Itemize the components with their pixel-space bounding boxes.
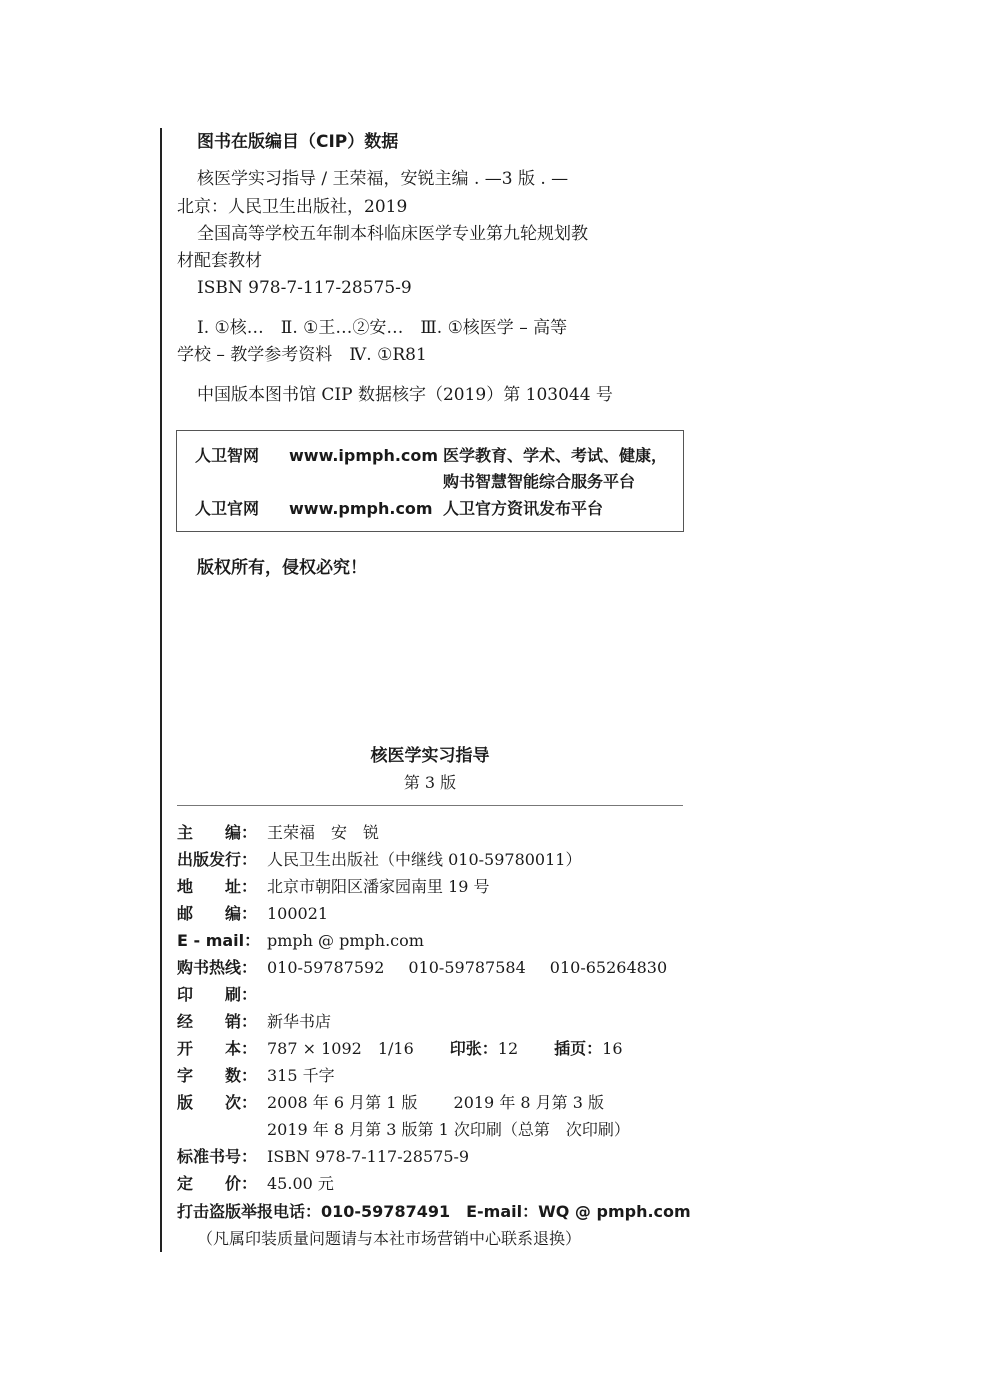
format-label: 开 本： (177, 1039, 258, 1058)
row-format (177, 1038, 623, 1060)
row-price (177, 1173, 334, 1195)
cip-line-2: 北京：人民卫生出版社，2019 (177, 197, 408, 217)
cip-classification-2: 学校 – 教学参考资料 Ⅳ. ①R81 (177, 345, 427, 365)
site-desc-1a: 医学教育、学术、考试、健康， (443, 446, 668, 465)
row-postcode (177, 903, 328, 925)
hotline-label: 购书热线： (177, 958, 258, 977)
vertical-rule (160, 128, 162, 1252)
row-distributor (177, 1011, 331, 1033)
cip-classification-1: Ⅰ. ①核… Ⅱ. ①王…②安… Ⅲ. ①核医学 – 高等 (197, 318, 568, 338)
site-desc-1b: 购书智慧智能综合服务平台 (443, 472, 636, 491)
editor-label: 主 编： (177, 823, 258, 842)
words-value: 315 千字 (267, 1066, 335, 1085)
cip-line-3: 全国高等学校五年制本科临床医学专业第九轮规划教 (197, 224, 588, 244)
publisher-value: 人民卫生出版社（中继线 010-59780011） (267, 850, 582, 869)
postcode-value: 100021 (267, 904, 329, 923)
site-name-2: 人卫官网 (195, 499, 260, 518)
price-label: 定 价： (177, 1174, 258, 1193)
isbn-value: ISBN 978-7-117-28575-9 (267, 1147, 470, 1166)
postcode-label: 邮 编： (177, 904, 258, 923)
hotline-3: 010-65264830 (549, 958, 668, 977)
isbn-label: 标准书号： (177, 1147, 258, 1166)
hotline-1: 010-59787592 (267, 958, 385, 977)
site-url-2: www.pmph.com (289, 499, 433, 518)
price-value: 45.00 元 (267, 1174, 334, 1193)
edition-first: 2008 年 6 月第 1 版 (267, 1093, 418, 1112)
publisher-label: 出版发行： (177, 850, 258, 869)
cip-line-1: 核医学实习指导 / 王荣福，安锐主编 . —3 版 . — (197, 169, 569, 189)
cip-record-number: 中国版本图书馆 CIP 数据核字（2019）第 103044 号 (197, 385, 613, 405)
anti-piracy-line: 打击盗版举报电话：010-59787491 E-mail：WQ @ pmph.com (177, 1202, 691, 1221)
book-title: 核医学实习指导 (370, 746, 490, 766)
row-printer (177, 984, 267, 1006)
book-edition: 第 3 版 (403, 773, 457, 792)
address-label: 地 址： (177, 877, 258, 896)
cip-line-4: 材配套教材 (177, 251, 262, 271)
row-email (177, 930, 424, 952)
site-url-1: www.ipmph.com (289, 446, 439, 465)
address-value: 北京市朝阳区潘家园南里 19 号 (267, 877, 490, 896)
edition-label: 版 次： (177, 1093, 258, 1112)
words-label: 字 数： (177, 1066, 258, 1085)
copyright-notice: 版权所有，侵权必究！ (197, 558, 367, 578)
row-address (177, 876, 490, 898)
row-editor (177, 822, 379, 844)
dist-label: 经 销： (177, 1012, 258, 1031)
return-note: （凡属印装质量问题请与本社市场营销中心联系退换） (197, 1229, 582, 1248)
editor-value: 王荣福 安 锐 (267, 823, 380, 842)
plates-label: 插页： (554, 1039, 603, 1058)
email-value: pmph @ pmph.com (267, 931, 424, 950)
edition-third: 2019 年 8 月第 3 版 (453, 1093, 605, 1112)
cip-heading: 图书在版编目（CIP）数据 (197, 132, 399, 152)
site-name-1: 人卫智网 (195, 446, 260, 465)
row-publisher (177, 849, 581, 871)
cip-isbn: ISBN 978-7-117-28575-9 (197, 278, 412, 298)
hotline-2: 010-59787584 (408, 958, 526, 977)
printing-info: 2019 年 8 月第 3 版第 1 次印刷（总第 次印刷） (267, 1120, 630, 1139)
website-info-box (176, 430, 684, 532)
sheets-value: 12 (497, 1039, 519, 1058)
row-edition (177, 1092, 604, 1114)
sheets-label: 印张： (449, 1039, 498, 1058)
row-hotline (177, 957, 667, 979)
row-word-count (177, 1065, 335, 1087)
dist-value: 新华书店 (267, 1012, 332, 1031)
divider (177, 805, 683, 806)
email-label: E - mail： (177, 931, 261, 950)
site-desc-2: 人卫官方资讯发布平台 (443, 499, 604, 518)
plates-value: 16 (602, 1039, 623, 1058)
format-value: 787 × 1092 1/16 (267, 1039, 414, 1058)
row-isbn (177, 1146, 469, 1168)
print-label: 印 刷： (177, 985, 258, 1004)
